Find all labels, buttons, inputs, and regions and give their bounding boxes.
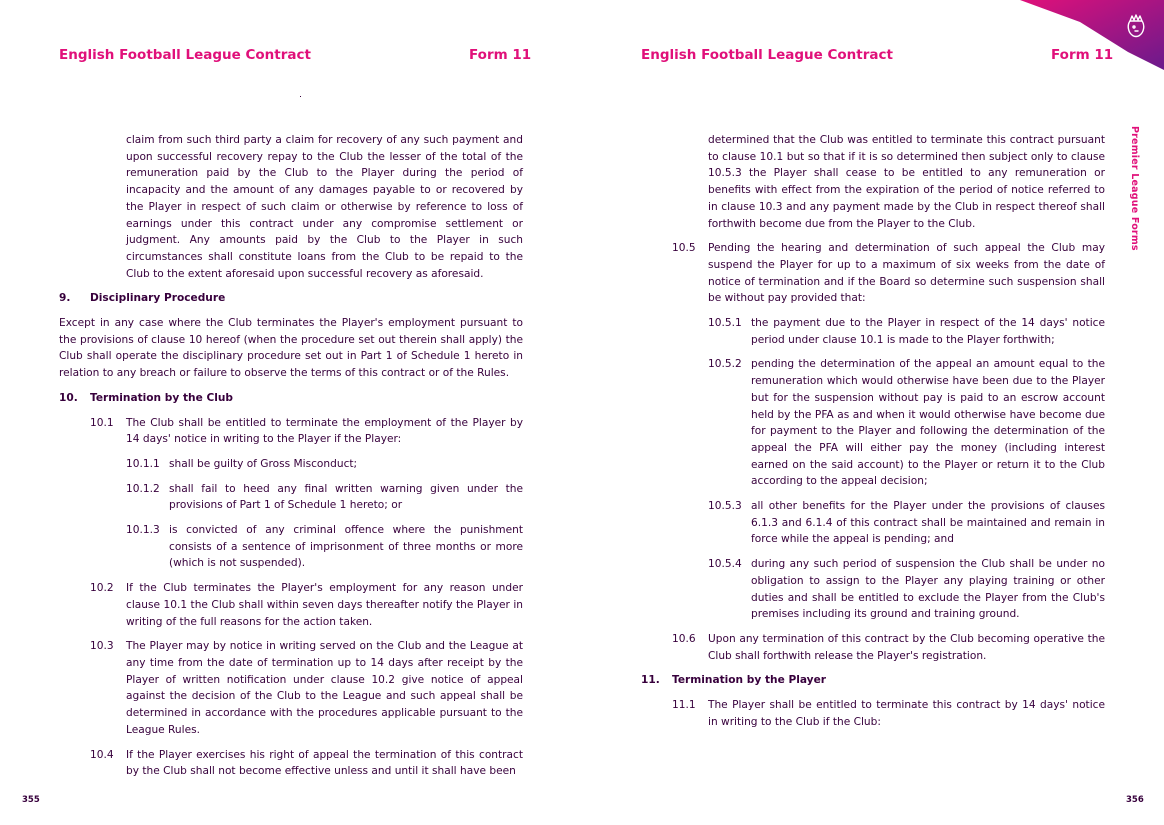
page-number-right: 356: [1126, 795, 1144, 805]
stray-dot: [300, 96, 301, 97]
clause-10-1-1: [126, 456, 523, 473]
section-10-heading: [59, 390, 523, 407]
clause-10-3: [90, 638, 523, 738]
continued-paragraph: determined that the Club was entitled to terminate this contract pursuant to clause 10.1 but so that if it is so determined then subject only to clause 10.5.3 the Player shall cease to be entitled to any remuneration or benefits with effect from the expiration of the period of notice referred to in clause 10.3 and any payment made by the Club in respect thereof shall forthwith become due from the Player to the Club.: [708, 134, 1105, 230]
clause-text: Upon any termination of this contract by the Club becoming operative the Club shall forthwith release the Player's registration.: [708, 632, 1105, 662]
clause-number: 10.1.3: [126, 524, 160, 537]
page-number-left: 355: [22, 795, 40, 805]
clause-10-5-1: [708, 315, 1105, 348]
clause-10-5-2: [708, 356, 1105, 490]
clause-number: 10.3: [90, 640, 114, 653]
clause-number: 10.1.2: [126, 482, 160, 495]
clause-10-1-3: [126, 522, 523, 572]
clause-text: The Player may by notice in writing served on the Club and the League at any time from the date of termination up to 14 days after receipt by the Player of written notification under clause 10.2 give notice of appeal against the decision of the Club to the League and such appeal shall be determined in accordance with the procedures applicable pursuant to the League Rules.: [126, 640, 523, 736]
clause-11-1: [672, 697, 1105, 730]
clause-10-5: [672, 240, 1105, 307]
clause-number: 10.2: [90, 582, 114, 595]
sidebar-label: Premier League Forms: [1129, 126, 1140, 251]
right-page: [582, 0, 1164, 825]
clause-text: all other benefits for the Player under the provisions of clauses 6.1.3 and 6.1.4 of this contract shall be maintained and remain in force while the appeal is pending; and: [751, 500, 1105, 546]
clause-10-1: [90, 415, 523, 448]
intro-paragraph: claim from such third party a claim for recovery of any such payment and upon successful recovery repay to the Club the lesser of the total of the remuneration paid by the Club to the Player during the period of incapacity and the amount of any damages payable to or recovered by the Player in respect of such claim or otherwise by reference to loss of earnings under this contract under any compromise settlement or judgment. Any amounts paid by the Club to the Player in such circumstances shall constitute loans from the Club to be repaid to the Club to the extent aforesaid upon successful recovery as aforesaid.: [126, 134, 523, 280]
clause-10-1-2: [126, 481, 523, 514]
right-header-title: English Football League Contract: [641, 47, 893, 63]
clause-number: 11.1: [672, 699, 696, 712]
left-header-form: Form 11: [469, 47, 532, 63]
clause-text: Pending the hearing and determination of such appeal the Club may suspend the Player for up to a maximum of six weeks from the date of notice of termination and if the Board so determine such suspension shall be without pay provided that:: [708, 242, 1105, 305]
clause-text: The Club shall be entitled to terminate the employment of the Player by 14 days' notice in writing to the Player if the Player:: [126, 416, 523, 446]
clause-text: If the Club terminates the Player's employment for any reason under clause 10.1 the Club shall within seven days thereafter notify the Player in writing of the full reasons for the action taken.: [126, 582, 523, 628]
section-11-number: 11.: [641, 674, 660, 687]
clause-text: the payment due to the Player in respect of the 14 days' notice period under clause 10.1 is made to the Player forthwith;: [751, 317, 1105, 346]
clause-text: pending the determination of the appeal an amount equal to the remuneration which would otherwise have been due to the Player but for the suspension without pay is paid to an escrow account held by the PFA as and when it would otherwise have become due for payment to the Player and following the determination of the appeal the PFA will either pay the money (including interest earned on the said account) to the Player or return it to the Club according to the appeal decision;: [751, 358, 1105, 488]
right-header-form: Form 11: [1051, 47, 1114, 63]
right-body: [641, 132, 1105, 731]
section-9-title: Disciplinary Procedure: [90, 292, 226, 305]
section-11-heading: [641, 672, 1105, 689]
clause-number: 10.5.4: [708, 558, 742, 571]
section-9-text: Except in any case where the Club terminates the Player's employment pursuant to the provisions of clause 10 hereof (when the procedure set out therein shall apply) the Club shall operate the disciplinary procedure set out in Part 1 of Schedule 1 hereto in relation to any breach or failure to observe the terms of this contract or of the Rules.: [59, 317, 523, 380]
clause-number: 10.1.1: [126, 457, 160, 470]
clause-number: 10.6: [672, 632, 696, 645]
clause-text: is convicted of any criminal offence where the punishment consists of a sentence of imprisonment of three months or more (which is not suspended).: [169, 524, 523, 570]
lion-icon: [1124, 12, 1148, 42]
clause-text: If the Player exercises his right of appeal the termination of this contract by the Club shall not become effective unless and until it shall have been: [126, 748, 523, 778]
section-10-number: 10.: [59, 391, 78, 404]
clause-10-5-4: [708, 556, 1105, 623]
clause-10-2: [90, 580, 523, 630]
left-header-title: English Football League Contract: [59, 47, 311, 63]
clause-number: 10.4: [90, 748, 114, 761]
clause-number: 10.5.1: [708, 317, 742, 330]
section-9-heading: [59, 290, 523, 307]
section-11-title: Termination by the Player: [672, 674, 826, 687]
left-body: [59, 132, 523, 780]
clause-number: 10.1: [90, 416, 114, 429]
section-9-number: 9.: [59, 292, 71, 305]
clause-text: shall fail to heed any final written warning given under the provisions of Part 1 of Schedule 1 hereto; or: [169, 482, 523, 512]
clause-number: 10.5: [672, 242, 696, 255]
clause-number: 10.5.3: [708, 500, 742, 513]
clause-10-4: [90, 747, 523, 780]
clause-text: during any such period of suspension the Club shall be under no obligation to assign to the Player any playing training or other duties and shall be entitled to exclude the Player from the Club's premises including its ground and training ground.: [751, 558, 1105, 621]
section-10-title: Termination by the Club: [90, 391, 233, 404]
clause-text: The Player shall be entitled to terminate this contract by 14 days' notice in writing to the Club if the Club:: [708, 699, 1105, 728]
clause-text: shall be guilty of Gross Misconduct;: [169, 457, 358, 470]
clause-10-6: [672, 631, 1105, 664]
clause-number: 10.5.2: [708, 358, 742, 371]
clause-10-5-3: [708, 498, 1105, 548]
